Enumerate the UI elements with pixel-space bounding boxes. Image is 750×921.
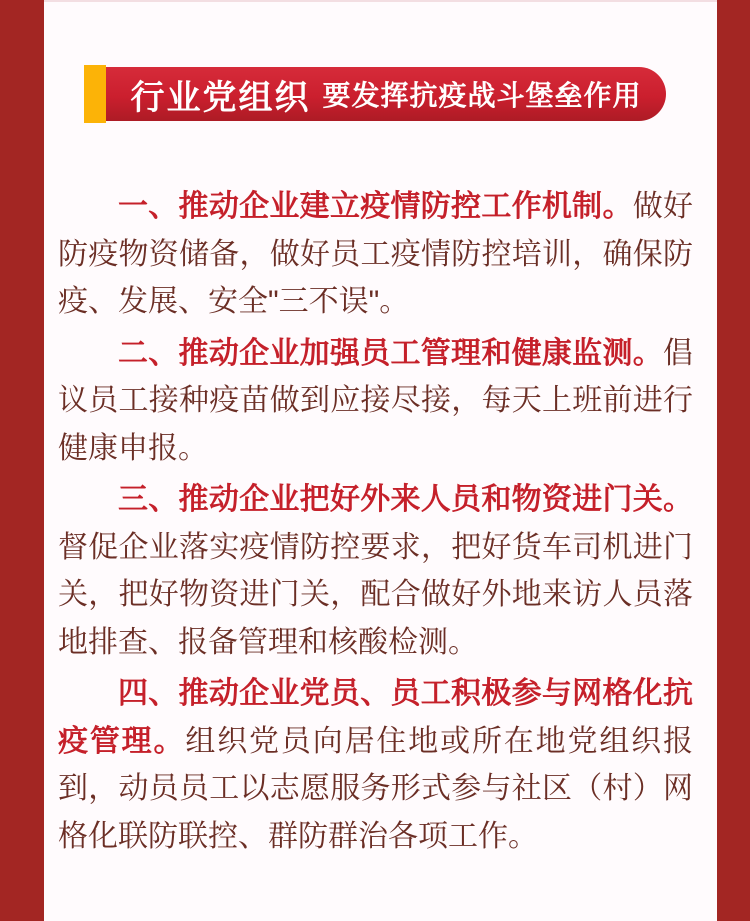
left-border-stripe <box>0 0 44 921</box>
top-hairline <box>0 0 750 2</box>
paragraph-1 <box>58 183 693 326</box>
banner-ribbon <box>106 67 666 121</box>
article-body <box>58 183 693 864</box>
paragraph-1-lead: 一、推动企业建立疫情防控工作机制。 <box>118 190 633 223</box>
paragraph-2 <box>58 330 693 473</box>
paragraph-3 <box>58 476 693 666</box>
banner-title-secondary: 要发挥抗疫战斗堡垒作用 <box>322 80 642 111</box>
paragraph-4-body: 组织党员向居住地或所在地党组织报到，动员员工以志愿服务形式参与社区（村）网格化联防联控、群防群治各项工作。 <box>58 724 694 853</box>
paragraph-3-lead: 三、推动企业把好外来人员和物资进门关。 <box>118 483 693 516</box>
title-banner <box>84 65 666 123</box>
paragraph-4 <box>58 670 693 860</box>
paragraph-1-body: 做好防疫物资储备，做好员工疫情防控培训，确保防疫、发展、安全"三不误"。 <box>58 190 694 318</box>
paragraph-2-lead: 二、推动企业加强员工管理和健康监测。 <box>118 336 663 370</box>
right-border-stripe <box>717 0 750 921</box>
banner-title-primary: 行业党组织 <box>130 78 311 117</box>
paragraph-2-body: 倡议员工接种疫苗做到应接尽接，每天上班前进行健康申报。 <box>58 336 693 465</box>
yellow-accent-block <box>84 65 106 123</box>
paragraph-3-body: 督促企业落实疫情防控要求，把好货车司机进门关，把好物资进门关，配合做好外地来访人员落地排查、报备管理和核酸检测。 <box>58 530 693 659</box>
paragraph-4-lead: 四、推动企业党员、员工积极参与网格化抗疫管理。 <box>58 677 693 758</box>
